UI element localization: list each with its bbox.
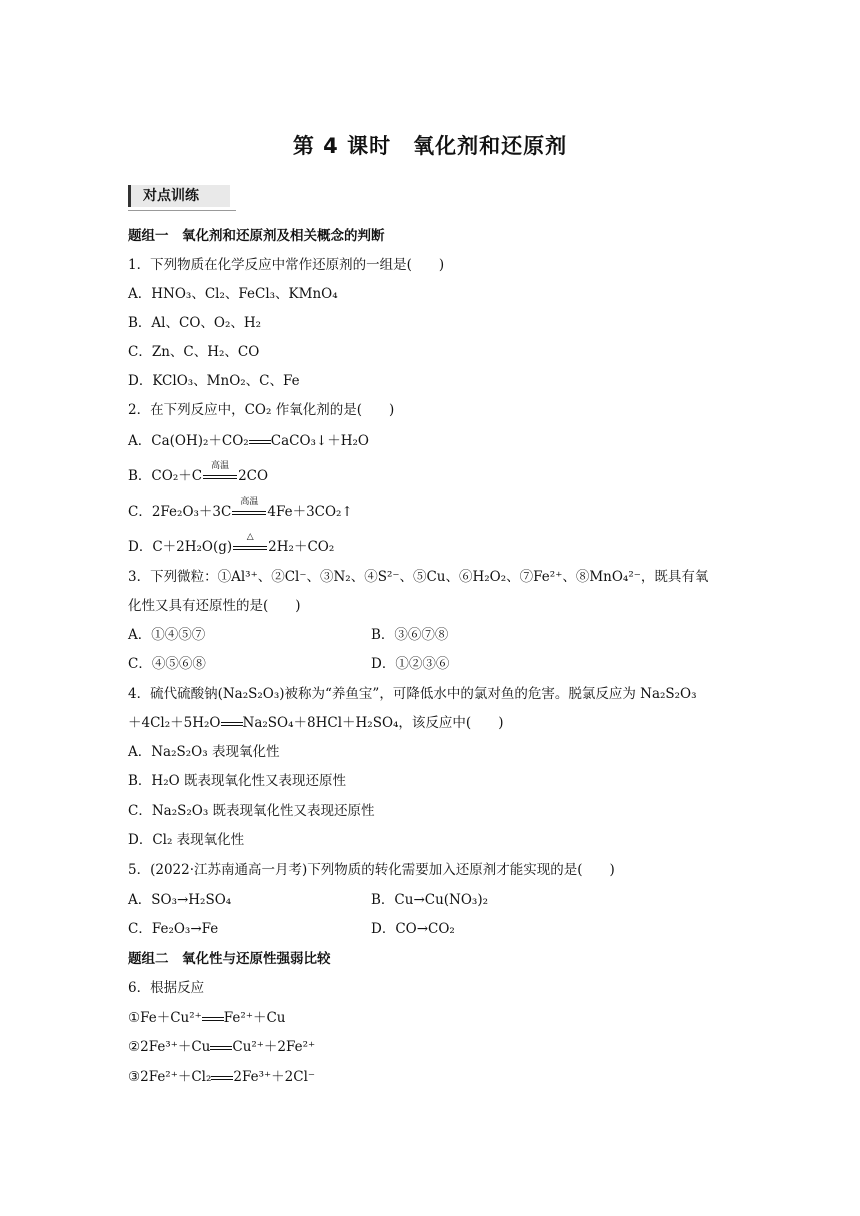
equals-sign	[211, 1073, 233, 1083]
q3-stem-line1: 3．下列微粒：①Al³⁺、②Cl⁻、③N₂、④S²⁻、⑤Cu、⑥H₂O₂、⑦Fe²⁺、⑧MnO₄²⁻，既具有氧	[128, 569, 709, 585]
q1-option-b: B．Al、CO、O₂、H₂	[128, 315, 262, 331]
q2-d-right: 2H₂＋CO₂	[268, 539, 335, 555]
q4-equation-right: Na₂SO₄＋8HCl＋H₂SO₄，该反应中( )	[242, 715, 504, 731]
q4-stem-line1: 4．硫代硫酸钠(Na₂S₂O₃)被称为“养鱼宝”，可降低水中的氯对鱼的危害。脱氯反应为 Na₂S₂O₃	[128, 686, 697, 702]
q6-r1-right: Fe²⁺＋Cu	[223, 1010, 286, 1026]
q2-a-right: CaCO₃↓＋H₂O	[270, 433, 369, 449]
condition-label: 高温	[211, 460, 230, 471]
q2-b-right: 2CO	[238, 468, 269, 484]
q2-d-left: D．C＋2H₂O(g)	[128, 539, 233, 555]
q5-option-a: A．SO₃→H₂SO₄	[128, 892, 232, 908]
q3-option-c: C．④⑤⑥⑧	[128, 656, 206, 672]
reaction-condition	[232, 496, 266, 518]
q6-r1-left: ①Fe＋Cu²⁺	[128, 1010, 202, 1026]
page-title: 第 4 课时 氧化剂和还原剂	[292, 134, 568, 158]
q2-stem: 2．在下列反应中，CO₂ 作氧化剂的是( )	[128, 402, 395, 418]
q1-option-a: A．HNO₃、Cl₂、FeCl₃、KMnO₄	[128, 286, 338, 302]
section-tag: 对点训练	[128, 185, 230, 207]
q6-reaction-2	[128, 1037, 315, 1057]
q2-c-left: C．2Fe₂O₃＋3C	[128, 504, 232, 520]
q4-equation-left: ＋4Cl₂＋5H₂O	[128, 715, 221, 731]
q6-reaction-1	[128, 1008, 285, 1028]
q5-option-c: C．Fe₂O₃→Fe	[128, 921, 219, 937]
equals-sign	[210, 1043, 232, 1053]
q2-b-left: B．CO₂＋C	[128, 468, 203, 484]
q1-stem: 1．下列物质在化学反应中常作还原剂的一组是( )	[128, 257, 445, 273]
q6-r3-right: 2Fe³⁺＋2Cl⁻	[233, 1069, 316, 1085]
q2-a-left: A．Ca(OH)₂＋CO₂	[128, 433, 249, 449]
q1-option-d: D．KClO₃、MnO₂、C、Fe	[128, 373, 300, 389]
q6-r3-left: ③2Fe²⁺＋Cl₂	[128, 1069, 212, 1085]
q2-option-d	[128, 531, 335, 557]
q4-option-d: D．Cl₂ 表现氧化性	[128, 832, 245, 848]
equals-sign	[202, 1014, 224, 1024]
q6-reaction-3	[128, 1067, 315, 1087]
reaction-condition	[203, 460, 237, 482]
q4-option-b: B．H₂O 既表现氧化性又表现还原性	[128, 773, 346, 789]
q4-stem-line2	[128, 713, 503, 733]
group2-heading: 题组二 氧化性与还原性强弱比较	[128, 951, 331, 967]
equals-sign	[249, 437, 271, 447]
q6-r2-left: ②2Fe³⁺＋Cu	[128, 1039, 211, 1055]
q2-option-b	[128, 460, 269, 486]
q4-option-c: C．Na₂S₂O₃ 既表现氧化性又表现还原性	[128, 803, 375, 819]
q6-stem: 6．根据反应	[128, 980, 205, 996]
q4-option-a: A．Na₂S₂O₃ 表现氧化性	[128, 744, 280, 760]
equals-sign	[221, 719, 243, 729]
q3-stem-line2: 化性又具有还原性的是( )	[128, 598, 301, 614]
q6-r2-right: Cu²⁺＋2Fe²⁺	[232, 1039, 316, 1055]
condition-label: △	[246, 531, 254, 542]
q3-option-b: B．③⑥⑦⑧	[371, 627, 449, 643]
q2-option-c	[128, 496, 353, 522]
q5-stem: 5．(2022·江苏南通高一月考)下列物质的转化需要加入还原剂才能实现的是( )	[128, 862, 615, 878]
reaction-condition	[233, 531, 267, 553]
condition-label: 高温	[240, 496, 259, 507]
q1-option-c: C．Zn、C、H₂、CO	[128, 344, 260, 360]
q3-option-a: A．①④⑤⑦	[128, 627, 206, 643]
q3-option-d: D．①②③⑥	[371, 656, 450, 672]
q5-option-b: B．Cu→Cu(NO₃)₂	[371, 892, 489, 908]
q2-c-right: 4Fe＋3CO₂↑	[267, 504, 353, 520]
group1-heading: 题组一 氧化剂和还原剂及相关概念的判断	[128, 228, 385, 244]
q2-option-a	[128, 431, 369, 451]
q5-option-d: D．CO→CO₂	[371, 921, 455, 937]
